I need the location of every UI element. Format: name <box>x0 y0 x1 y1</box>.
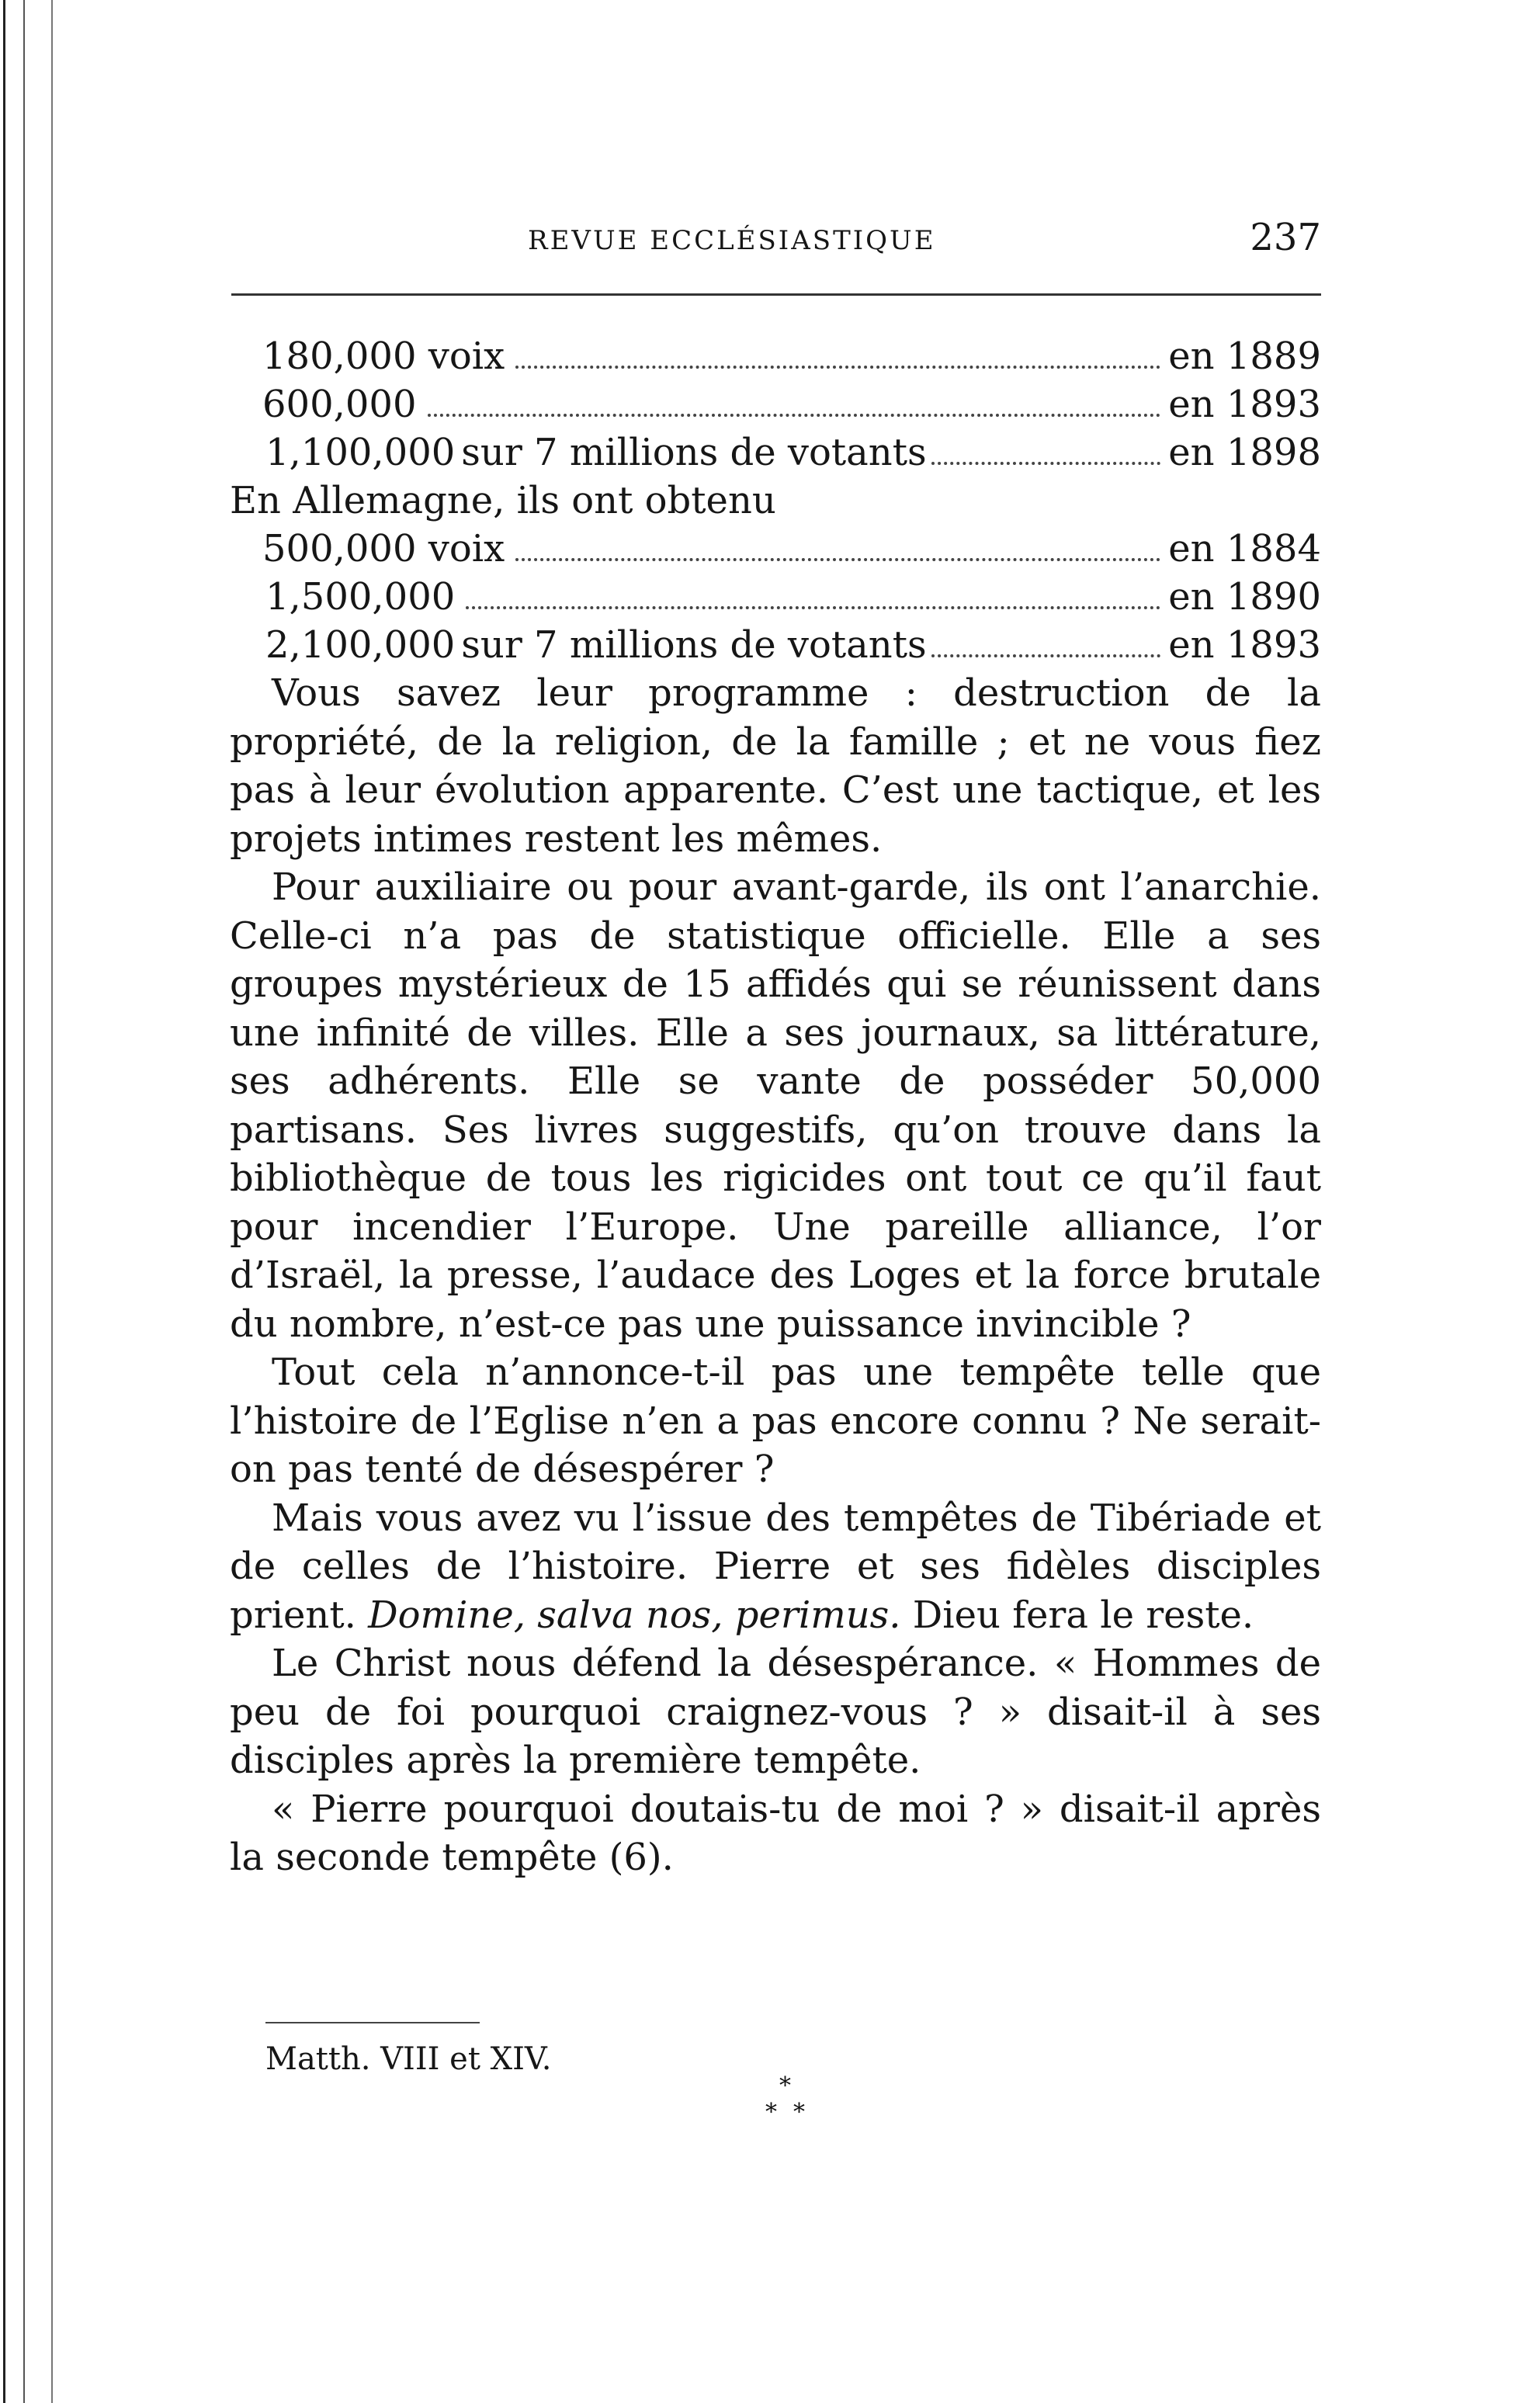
vote-count: 180,000 voix <box>262 335 505 378</box>
latin-quote: Domine, salva nos, perimus. <box>368 1593 901 1637</box>
paragraph: Vous savez leur programme : destruction de la propriété, de la religion, de la famille ; et ne vous fiez pas à leur évolution apparente. C’est une tactique, et les projets intimes restent les mêmes. <box>230 671 1321 861</box>
dot-leader <box>515 558 1160 561</box>
vote-row <box>230 621 1321 669</box>
page-number: 237 <box>1250 216 1321 259</box>
vote-year: en 1890 <box>1168 575 1321 619</box>
vote-count: 600,000 <box>262 383 417 426</box>
vote-year: en 1898 <box>1168 431 1321 474</box>
running-head <box>264 216 1321 262</box>
dot-leader <box>428 414 1161 417</box>
asterisk: * <box>793 2099 805 2126</box>
paragraph-text: Mais vous avez vu l’issue des tempêtes de Tibériade et de celles de l’histoire. Pierre et ses fidèles disciples prient. <box>230 1496 1321 1637</box>
page-body <box>230 332 1321 1882</box>
header-rule <box>231 293 1321 296</box>
paragraph: Pour auxiliaire ou pour avant-garde, ils ont l’anarchie. Celle-ci n’a pas de statistique officielle. Elle a ses groupes mystérieux de 15 affidés qui se réunissent dans une infinité de villes. Elle a ses journaux, sa littérature, ses adhérents. Elle se vante de posséder 50,000 partisans. Ses livres suggestifs, qu’on trouve dans la bibliothèque de tous les rigicides ont tout ce qu’il faut pour incendier l’Europe. Une pareille alliance, l’or d’Israël, la presse, l’audace des Loges et la force brutale du nombre, n’est-ce pas une puissance invincible ? <box>230 865 1321 1346</box>
dot-leader <box>466 606 1160 609</box>
vote-count: 1,100,000 <box>265 431 456 474</box>
vote-year: en 1884 <box>1168 527 1321 570</box>
vote-row <box>230 428 1321 477</box>
vote-count: 1,500,000 <box>265 575 456 619</box>
asterism-ornament <box>739 2068 832 2131</box>
scan-edge <box>3 0 5 2403</box>
paragraph-text: Dieu fera le reste. <box>900 1593 1254 1637</box>
asterisk: * <box>779 2072 791 2100</box>
paragraph: Tout cela n’annonce-t-il pas une tempête telle que l’histoire de l’Eglise n’en a pas encore connu ? Ne serait-on pas tenté de désespérer ? <box>230 1351 1321 1491</box>
journal-title: REVUE ECCLÉSIASTIQUE <box>528 225 936 256</box>
footnote: Matth. VIII et XIV. <box>265 2041 552 2077</box>
paragraph: Le Christ nous défend la désespérance. « Hommes de peu de foi pourquoi craignez-vous ? » disait-il à ses disciples après la première tempête. <box>230 1642 1321 1782</box>
paragraph: « Pierre pourquoi doutais-tu de moi ? » disait-il après la seconde tempête (6). <box>230 1787 1321 1879</box>
vote-row <box>230 573 1321 621</box>
footnote-rule <box>265 2022 480 2023</box>
vote-year: en 1889 <box>1168 335 1321 378</box>
vote-table-first <box>230 332 1321 477</box>
paragraph <box>230 1494 1321 1640</box>
vote-row <box>230 332 1321 380</box>
vote-row <box>230 380 1321 428</box>
vote-note: sur 7 millions de votants <box>461 623 927 667</box>
vote-row <box>230 525 1321 573</box>
vote-year: en 1893 <box>1168 383 1321 426</box>
asterisk: * <box>765 2099 777 2126</box>
dot-leader <box>931 654 1161 657</box>
scan-edge <box>51 0 53 2403</box>
vote-count: 2,100,000 <box>265 623 456 667</box>
dot-leader <box>515 366 1160 369</box>
dot-leader <box>931 462 1161 465</box>
vote-table-germany <box>230 525 1321 669</box>
vote-note: sur 7 millions de votants <box>461 431 927 474</box>
vote-year: en 1893 <box>1168 623 1321 667</box>
scan-edge <box>23 0 25 2403</box>
germany-caption: En Allemagne, ils ont obtenu <box>230 479 776 522</box>
vote-count: 500,000 voix <box>262 527 505 570</box>
